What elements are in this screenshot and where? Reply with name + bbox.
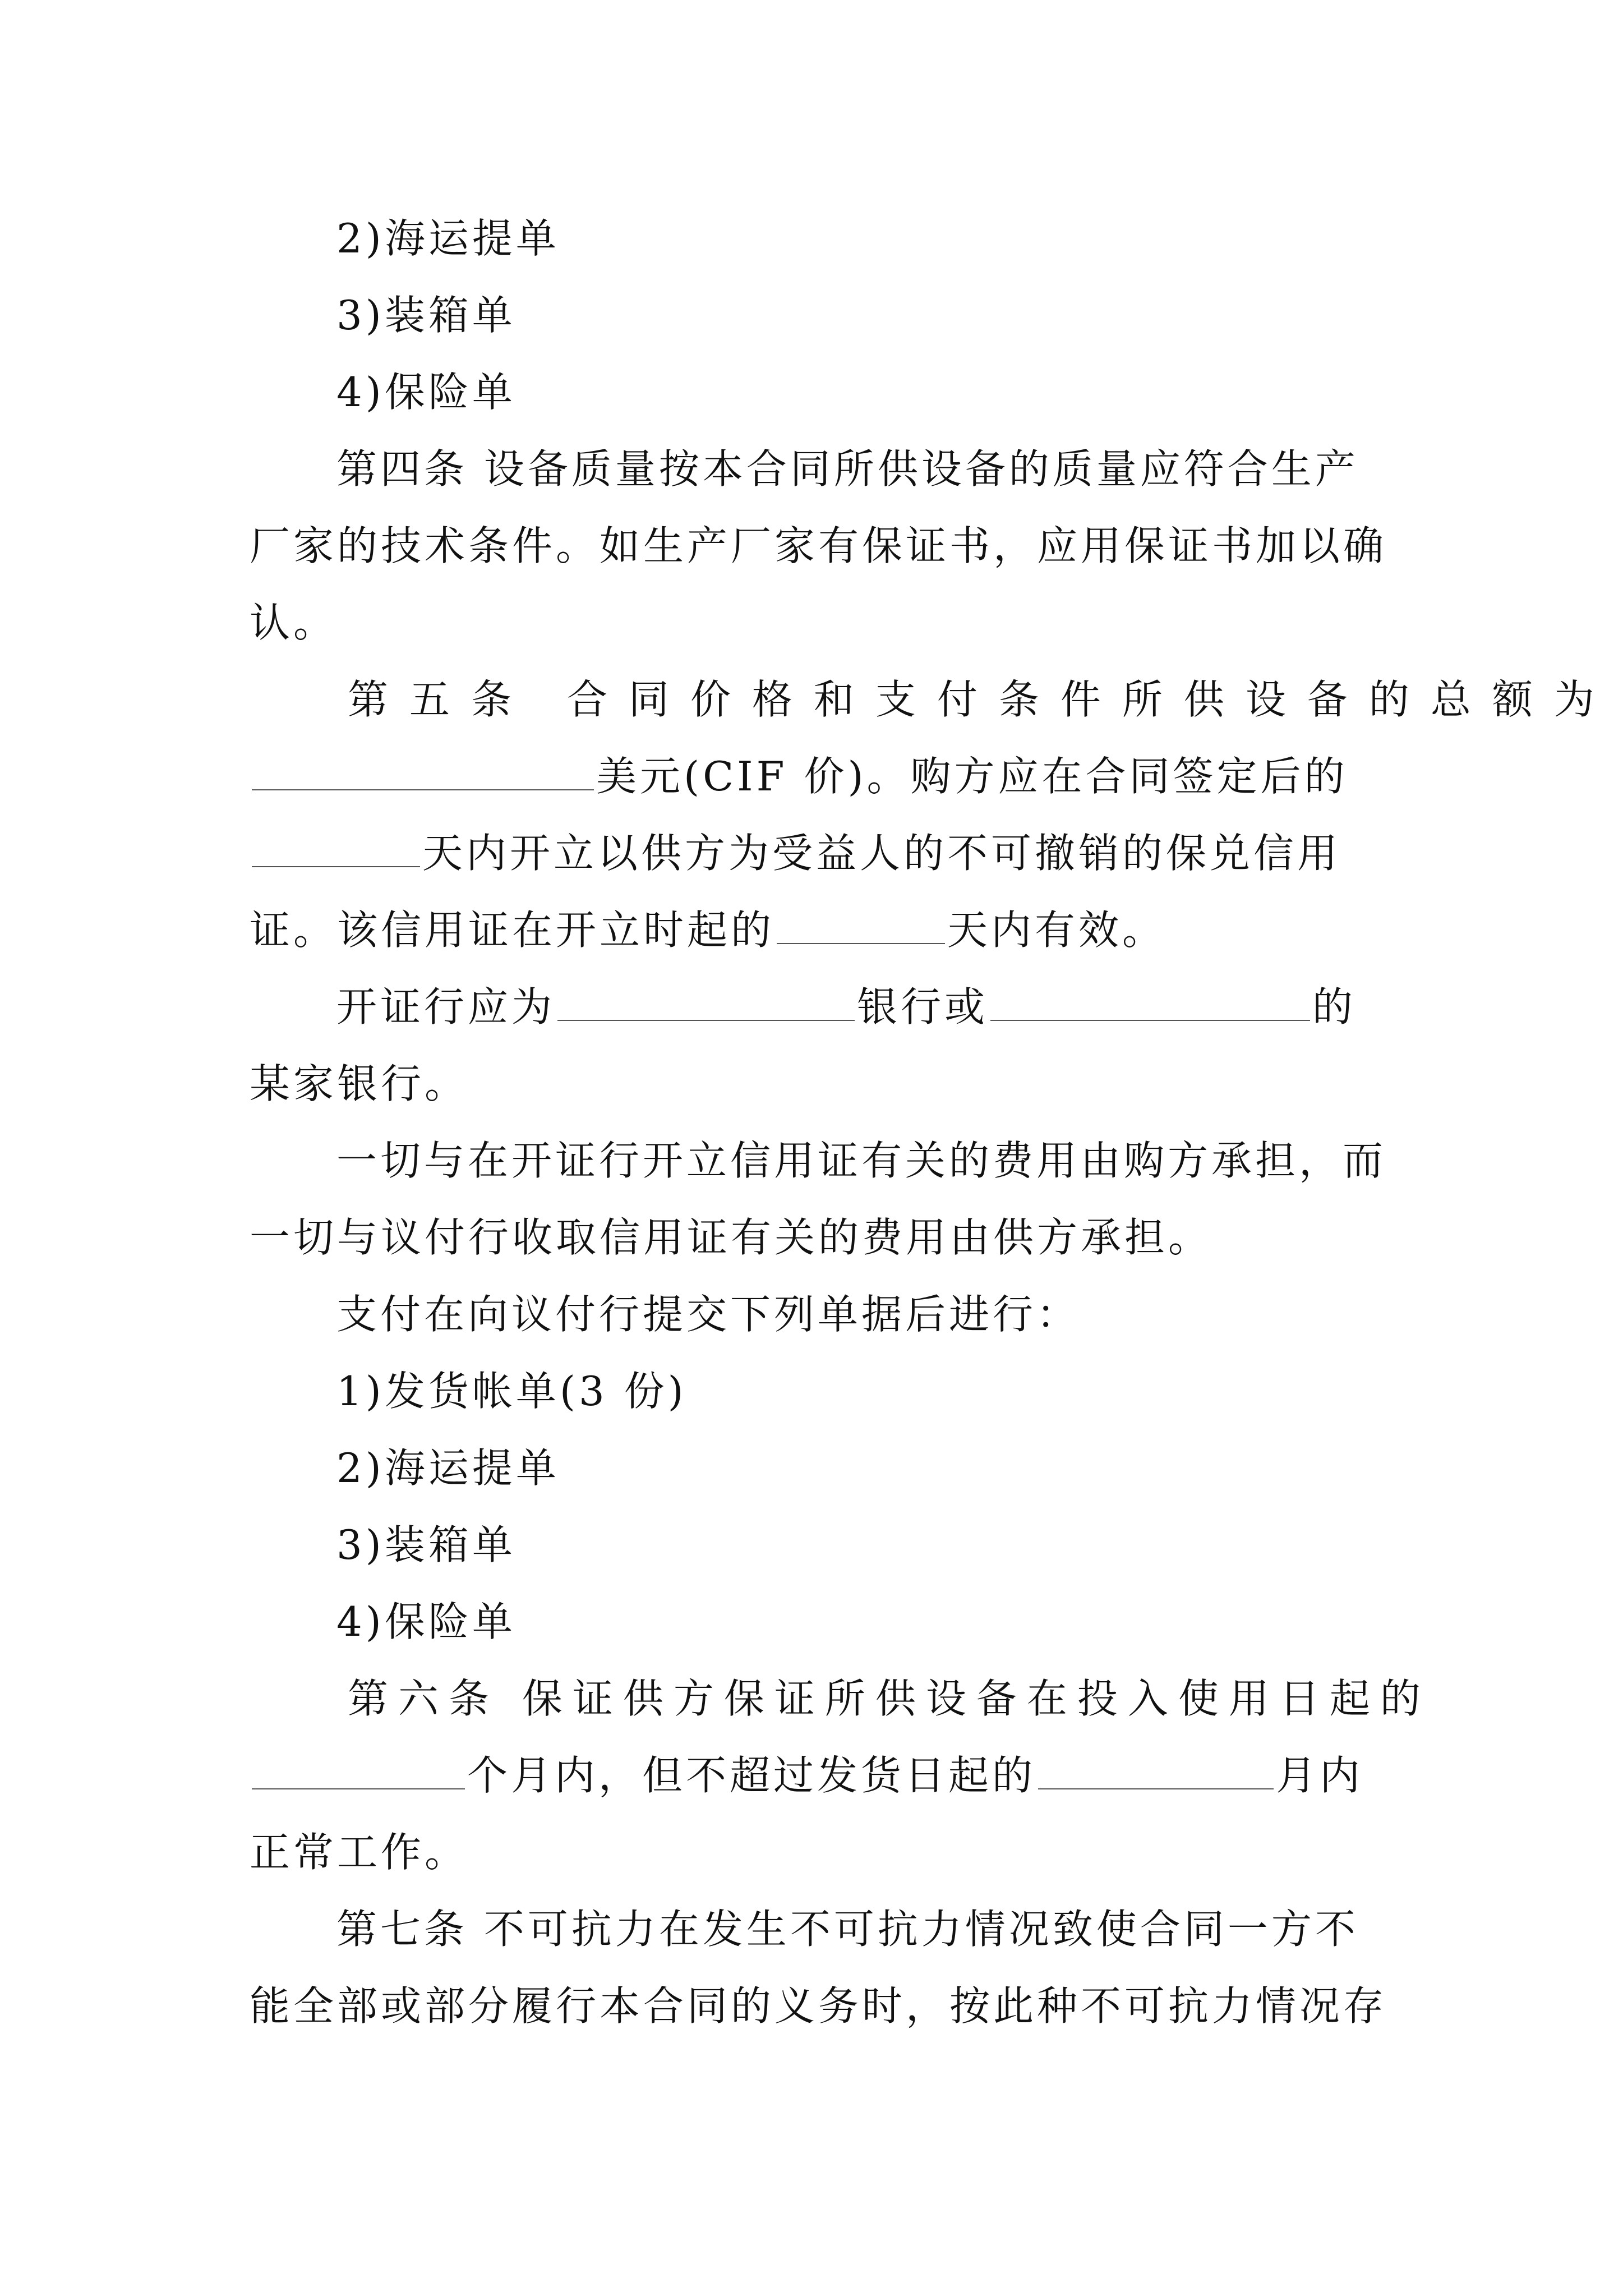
article-5-text-g: 银行或 xyxy=(857,983,989,1030)
article-5-line-5 xyxy=(336,979,1396,1035)
article-5-line-9: 支付在向议付行提交下列单据后进行： xyxy=(336,1291,1081,1338)
article-5-line-4 xyxy=(250,902,1396,958)
doc-line-3: 4)保险单 xyxy=(336,369,516,416)
article-6-text-a: 第六条 保证供方保证所供设备在投入使用日起的 xyxy=(348,1675,1431,1722)
blank-days-open xyxy=(252,830,420,867)
article-5-line-2 xyxy=(250,748,1396,804)
article-5-text-e: 天内有效。 xyxy=(947,907,1166,954)
doc-line-1: 2)海运提单 xyxy=(336,215,560,262)
blank-bank-2 xyxy=(990,984,1310,1021)
article-5-line-3 xyxy=(250,825,1396,881)
article-5-line-7: 一切与在开证行开立信用证有关的费用由购方承担，而 xyxy=(336,1137,1387,1184)
article-4-line-3: 认。 xyxy=(250,599,338,646)
article-5-text-a: 第五条 合同价格和支付条件所供设备的总额为 xyxy=(348,676,1616,723)
article-5-text-c: 天内开立以供方为受益人的不可撤销的保兑信用 xyxy=(422,830,1341,877)
doc-list-2: 2)海运提单 xyxy=(336,1444,560,1492)
article-4-line-2: 厂家的技术条件。如生产厂家有保证书，应用保证书加以确 xyxy=(250,522,1387,569)
article-5-text-b: 美元(CIF 价)。购方应在合同签定后的 xyxy=(596,753,1348,800)
article-5-text-h: 的 xyxy=(1312,983,1357,1030)
article-7-line-1: 第七条 不可抗力在发生不可抗力情况致使合同一方不 xyxy=(336,1906,1359,1953)
doc-list-3: 3)装箱单 xyxy=(336,1521,516,1568)
article-7-line-2: 能全部或部分履行本合同的义务时，按此种不可抗力情况存 xyxy=(250,1982,1387,2030)
article-6-line-2 xyxy=(250,1747,1396,1803)
article-6-text-c: 月内 xyxy=(1276,1752,1364,1799)
article-6-line-1 xyxy=(348,1671,1431,1727)
blank-days-valid xyxy=(777,907,945,944)
doc-list-1: 1)发货帐单(3 份) xyxy=(336,1368,687,1415)
article-5-line-6: 某家银行。 xyxy=(250,1060,469,1107)
article-5-text-f: 开证行应为 xyxy=(336,983,556,1030)
doc-line-2: 3)装箱单 xyxy=(336,292,516,339)
blank-amount xyxy=(252,753,594,790)
blank-bank-1 xyxy=(557,984,855,1021)
article-5-line-1 xyxy=(348,671,1616,728)
article-6-line-3: 正常工作。 xyxy=(250,1829,469,1876)
article-5-line-8: 一切与议付行收取信用证有关的费用由供方承担。 xyxy=(250,1214,1212,1261)
blank-months-ship xyxy=(1038,1752,1274,1789)
article-4-line-1: 第四条 设备质量按本合同所供设备的质量应符合生产 xyxy=(336,445,1359,493)
article-5-text-d: 证。该信用证在开立时起的 xyxy=(250,907,775,954)
blank-months-use xyxy=(252,1752,465,1789)
article-6-text-b: 个月内，但不超过发货日起的 xyxy=(467,1752,1036,1799)
doc-list-4: 4)保险单 xyxy=(336,1598,516,1645)
